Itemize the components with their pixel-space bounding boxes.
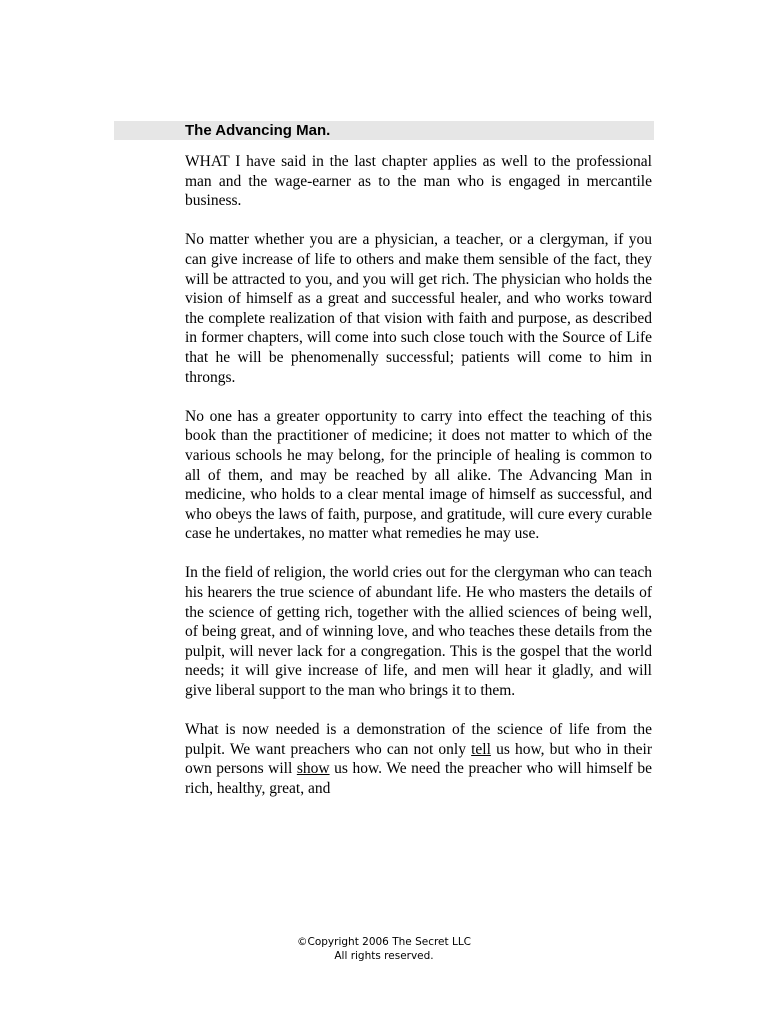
- paragraph-5-text-2: us how, but who in their own persons will: [185, 740, 652, 778]
- paragraph-3: No one has a greater opportunity to carry into effect the teaching of this book than the practitioner of medicine; it does not matter to which of the various schools he may belong, for the principle of healing is common to all of them, and may be reached by all alike. The Advancing Man in medicine, who holds to a clear mental image of himself as successful, and who obeys the laws of faith, purpose, and gratitude, will cure every curable case he undertakes, no matter what remedies he may use.: [185, 407, 652, 543]
- paragraph-5-text-1: What is now needed is a demonstration of the science of life from the pulpit. We want preachers who can not only: [185, 721, 652, 758]
- paragraph-5-text-3: us how. We need the preacher who will himself be rich, healthy, great, and: [185, 760, 652, 797]
- chapter-title: The Advancing Man.: [185, 122, 331, 139]
- underlined-word-show: show: [296, 760, 330, 778]
- paragraph-1: WHAT I have said in the last chapter applies as well to the professional man and the wage-earner as to the man who is engaged in mercantile business.: [185, 153, 652, 210]
- paragraph-4: In the field of religion, the world cries out for the clergyman who can teach his hearers the true science of abundant life. He who masters the details of the science of getting rich, together with the allied sciences of being well, of being great, and of winning love, and who teaches these details from the pulpit, will never lack for a congregation. This is the gospel that the world needs; it will give increase of life, and men will hear it gladly, and will give liberal support to the man who brings it to them.: [185, 564, 652, 700]
- page-footer: [0, 935, 768, 963]
- underlined-word-tell: tell: [471, 740, 491, 758]
- paragraph-5: [185, 720, 652, 798]
- chapter-body: [185, 152, 652, 818]
- copyright-notice: ©Copyright 2006 The Secret LLC: [297, 936, 471, 948]
- chapter-title-bar: [114, 121, 654, 140]
- paragraph-2: No matter whether you are a physician, a teacher, or a clergyman, if you can give increase of life to others and make them sensible of the fact, they will be attracted to you, and you will get rich. The physician who holds the vision of himself as a great and successful healer, and who works toward the complete realization of that vision with faith and purpose, as described in former chapters, will come into such close touch with the Source of Life that he will be phenomenally successful; patients will come to him in throngs.: [185, 231, 652, 386]
- rights-notice: All rights reserved.: [334, 950, 434, 962]
